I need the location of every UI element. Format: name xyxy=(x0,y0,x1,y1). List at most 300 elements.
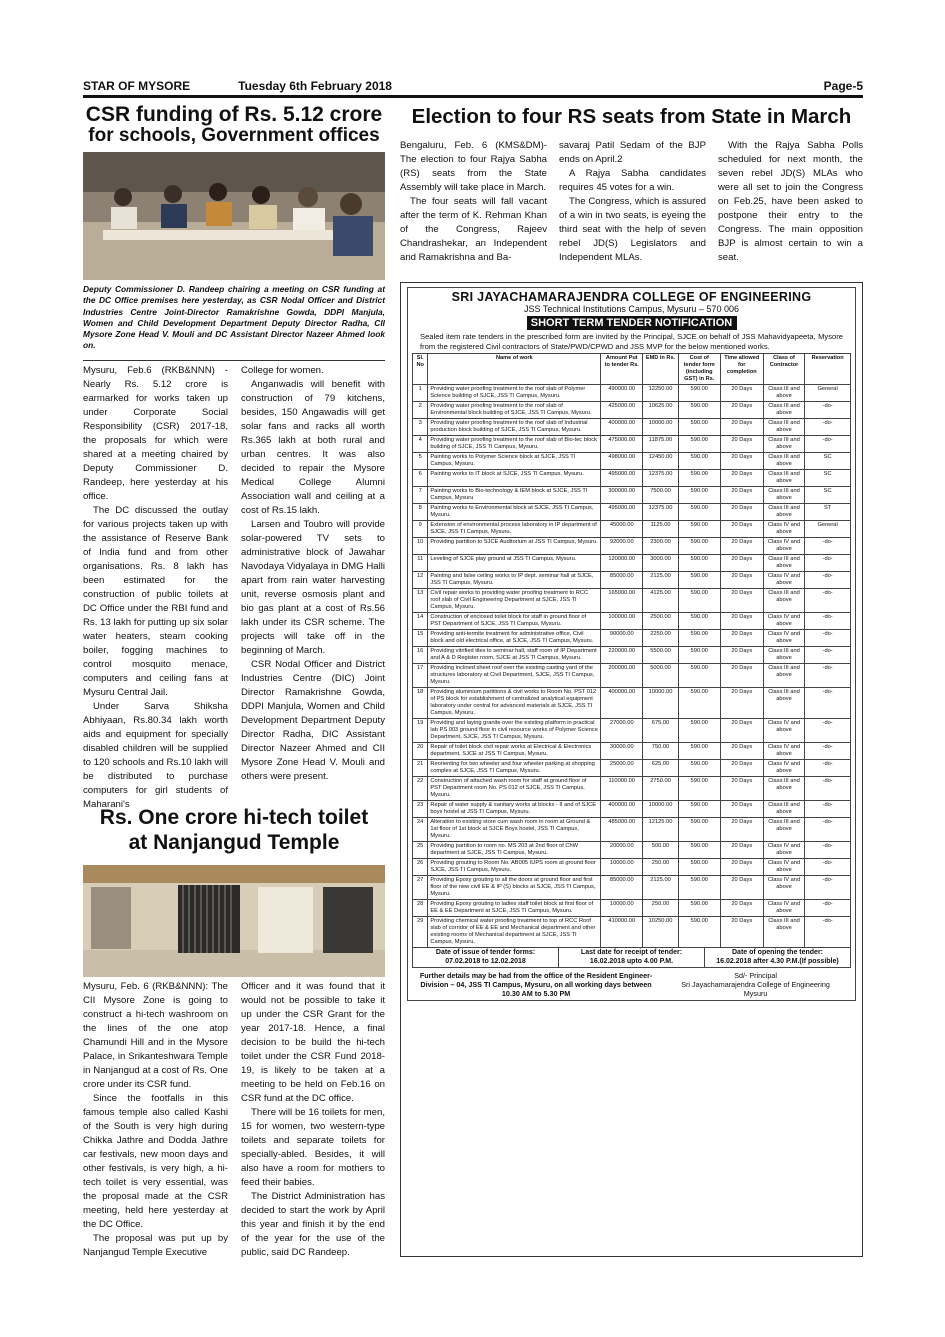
table-cell: -do- xyxy=(805,917,851,948)
election-para: A Rajya Sabha candidates requires 45 votes for a win. xyxy=(559,168,706,193)
toilet-para: Mysuru, Feb. 6 (RKB&NNN): The CII Mysore Zone is going to construct a hi-tech washroom on the lines of the one atop Chamundi Hill and in the Mysore Palace, in Srikanteshwara Temple in Nanjangud at a cost of Rs. One crore under its CSR fund. xyxy=(83,981,228,1090)
table-cell: -do- xyxy=(805,630,851,647)
table-cell: 490000.00 xyxy=(601,385,643,402)
toilet-column-1 xyxy=(83,980,228,1260)
opening-label: Date of opening the tender: xyxy=(732,949,823,956)
csr-headline-line1: CSR funding of Rs. 5.12 crore xyxy=(85,103,383,126)
table-cell: 10 xyxy=(413,538,428,555)
table-cell: 20 Days xyxy=(720,818,763,842)
table-row xyxy=(413,719,851,743)
table-cell: Class III and above xyxy=(763,555,804,572)
table-cell: Painting works to IT block at SJCE, JSS TI Campus, Mysuru. xyxy=(428,470,601,487)
table-row xyxy=(413,402,851,419)
table-cell: -do- xyxy=(805,664,851,688)
table-row xyxy=(413,572,851,589)
table-cell: 45000.00 xyxy=(601,521,643,538)
table-cell: 20 Days xyxy=(720,647,763,664)
table-cell: Class III and above xyxy=(763,419,804,436)
table-cell: Class III and above xyxy=(763,504,804,521)
table-cell: Providing water proofing treatment to the roof slab of Bio-tec block building of SJCE, JSS TI Campus, Mysuru. xyxy=(428,436,601,453)
table-cell: 20 Days xyxy=(720,419,763,436)
table-cell: -do- xyxy=(805,688,851,719)
tender-table-header xyxy=(413,354,851,385)
table-cell: 5500.00 xyxy=(643,647,678,664)
receipt-value: 16.02.2018 upto 4.00 P.M. xyxy=(589,957,674,965)
table-cell: 590.00 xyxy=(678,470,720,487)
table-cell: 20 xyxy=(413,743,428,760)
sign-college: Sri Jayachamarajendra College of Engineering xyxy=(681,980,830,989)
further-details: Further details may be had from the office of the Resident Engineer- Division – 04, JSS TI Campus, Mysuru, on all working days between 10.30 AM to 5.30 PM xyxy=(419,971,653,998)
table-cell: 10000.00 xyxy=(601,900,643,917)
table-cell: 4125.00 xyxy=(643,589,678,613)
table-cell: 495000.00 xyxy=(601,470,643,487)
table-cell: Painting and false ceiling works to IP dept. seminar hall at SJCE, JSS TI Campus, Mysuru. xyxy=(428,572,601,589)
table-cell: Class III and above xyxy=(763,453,804,470)
toilet-photo-illustration xyxy=(83,865,385,977)
table-cell: Class III and above xyxy=(763,818,804,842)
table-cell: 590.00 xyxy=(678,436,720,453)
table-cell: 675.00 xyxy=(643,719,678,743)
table-cell: 20 Days xyxy=(720,842,763,859)
table-cell: 590.00 xyxy=(678,801,720,818)
table-row xyxy=(413,589,851,613)
table-cell: Class III and above xyxy=(763,801,804,818)
table-cell: 20 Days xyxy=(720,589,763,613)
table-cell: Class IV and above xyxy=(763,876,804,900)
table-cell: 165000.00 xyxy=(601,589,643,613)
table-cell: -do- xyxy=(805,647,851,664)
table-cell: Class IV and above xyxy=(763,572,804,589)
tender-notice-title: SHORT TERM TENDER NOTIFICATION xyxy=(527,316,737,330)
election-para: Bengaluru, Feb. 6 (KMS&DM)- The election to four Rajya Sabha (RS) seats from the State Assembly will take place in March. xyxy=(400,140,547,193)
table-row xyxy=(413,900,851,917)
table-cell: 11875.00 xyxy=(643,436,678,453)
toilet-para: The proposal was put up by Nanjangud Temple Executive xyxy=(83,1233,228,1258)
table-cell: 20 Days xyxy=(720,453,763,470)
table-cell: 3 xyxy=(413,419,428,436)
paper-name: STAR OF MYSORE xyxy=(83,79,191,93)
table-cell: Class IV and above xyxy=(763,613,804,630)
table-cell: Reorienting for two wheeler and four wheeler parking at shopping complex at SJCE, JSS TI Campus, Mysuru. xyxy=(428,760,601,777)
csr-headline-line2: for schools, Government offices xyxy=(88,125,380,147)
table-cell: 20 Days xyxy=(720,538,763,555)
table-cell: 20 Days xyxy=(720,664,763,688)
table-cell: 120000.00 xyxy=(601,555,643,572)
table-cell: 19 xyxy=(413,719,428,743)
table-cell: 590.00 xyxy=(678,453,720,470)
table-cell: Repair of toilet block civil repair works at Electrical & Electronics department, SJCE at JSS TI Campus, Mysuru. xyxy=(428,743,601,760)
table-cell: -do- xyxy=(805,760,851,777)
table-cell: Painting works to Environmental block at SJCE, JSS TI Campus, Mysuru. xyxy=(428,504,601,521)
table-cell: 2 xyxy=(413,402,428,419)
toilet-para: Since the footfalls in this famous temple also called Kashi of the South is very high during Chikka Jathre and Dodda Jathre car festivals, new moon days and other festivals, is very high, a hi-tech toilet is very essential, was the proposal made at the CSR meeting, held here yesterday at the DC Office. xyxy=(83,1093,228,1230)
table-cell: 20 Days xyxy=(720,487,763,504)
table-row xyxy=(413,801,851,818)
table-cell: -do- xyxy=(805,419,851,436)
table-cell: 20 Days xyxy=(720,521,763,538)
table-cell: 30000.00 xyxy=(601,743,643,760)
table-cell: 20 Days xyxy=(720,402,763,419)
table-cell: 250.00 xyxy=(643,900,678,917)
table-cell: 590.00 xyxy=(678,719,720,743)
table-cell: 590.00 xyxy=(678,555,720,572)
table-cell: Providing Epoxy grouting to all the doors at ground floor and first floor of the new civil EE & IP (S) blocks at SJCE, JSS TI Campus, Mysuru. xyxy=(428,876,601,900)
table-cell: 13 xyxy=(413,589,428,613)
table-cell: 20000.00 xyxy=(601,842,643,859)
table-cell: Class III and above xyxy=(763,402,804,419)
table-cell: 12375.00 xyxy=(643,470,678,487)
table-cell: 425000.00 xyxy=(601,402,643,419)
table-cell: 590.00 xyxy=(678,743,720,760)
toilet-headline xyxy=(83,807,385,854)
table-cell: 20 Days xyxy=(720,743,763,760)
table-cell: 20 Days xyxy=(720,900,763,917)
tender-college-name: SRI JAYACHAMARAJENDRA COLLEGE OF ENGINEERING xyxy=(451,290,812,304)
table-cell: -do- xyxy=(805,876,851,900)
masthead-rule xyxy=(83,95,863,98)
tender-intro: Sealed item rate tenders in the prescribed form are invited by the Principal, SJCE on behalf of JSS Mahavidyapeeta, Mysore from the registered Civil contractors of State/PWD/CPWD and JSS MVP for the below mentioned works. xyxy=(420,332,843,351)
table-cell: 590.00 xyxy=(678,664,720,688)
table-cell: Class III and above xyxy=(763,647,804,664)
table-cell: 20 Days xyxy=(720,385,763,402)
table-cell: 17 xyxy=(413,664,428,688)
table-cell: 15 xyxy=(413,630,428,647)
table-cell: 20 Days xyxy=(720,555,763,572)
table-cell: 2125.00 xyxy=(643,876,678,900)
table-cell: Providing chemical water proofing treatment to top of RCC Roof slab of corridor of EE & EE and Mechanical department and other existing rooms of Mechanical department at SJCE, JSS TI Campus, Mysuru. xyxy=(428,917,601,948)
table-row xyxy=(413,453,851,470)
table-cell: Construction of attached wash room for staff at ground floor of PST Department room No. PS 012 of SJCE, JSS TI Campus, Mysuru. xyxy=(428,777,601,801)
tender-notice xyxy=(400,282,863,1257)
table-cell: 20 Days xyxy=(720,436,763,453)
table-cell: Providing grouting to Room No. AB005 IUPS room at ground floor SJCE, JSS TI Campus, Mysuru. xyxy=(428,859,601,876)
table-cell: Class III and above xyxy=(763,589,804,613)
table-cell: 400000.00 xyxy=(601,801,643,818)
csr-para: CSR Nodal Officer and District Industries Centre (DIC) Joint Director Ramakrishne Gowda, DDPI Manjula, Women and Child Development Department Deputy Director Radha, DIC Assistant Director Nazeer Ahmed and CII Mysore Zone Head V. Mouli and others were present. xyxy=(241,659,385,782)
table-cell: 2750.00 xyxy=(643,777,678,801)
table-cell: 5000.00 xyxy=(643,664,678,688)
table-cell: 27 xyxy=(413,876,428,900)
table-cell: Providing partition to SJCE Auditorium at JSS TI Campus, Mysuru. xyxy=(428,538,601,555)
table-cell: -do- xyxy=(805,572,851,589)
table-cell: Leveling of SJCE play ground at JSS TI Campus, Mysuru. xyxy=(428,555,601,572)
table-cell: -do- xyxy=(805,555,851,572)
table-cell: 250.00 xyxy=(643,859,678,876)
toilet-photo xyxy=(83,865,385,977)
issue-value: 07.02.2018 to 12.02.2018 xyxy=(445,957,526,965)
toilet-para: There will be 16 toilets for men, 15 for women, two western-type toilets and separate toilets for specially-abled. Besides, it will also have a room for mothers to feed their babies. xyxy=(241,1107,385,1188)
column-header: Class of Contractor xyxy=(763,354,804,385)
table-cell: Class III and above xyxy=(763,470,804,487)
table-cell: 29 xyxy=(413,917,428,948)
table-cell: Class III and above xyxy=(763,688,804,719)
table-cell: -do- xyxy=(805,900,851,917)
table-row xyxy=(413,917,851,948)
table-cell: 590.00 xyxy=(678,818,720,842)
column-header: Amount Put to tender Rs. xyxy=(601,354,643,385)
table-cell: Class III and above xyxy=(763,917,804,948)
table-row xyxy=(413,818,851,842)
election-para: The Congress, which is assured of a win in two seats, is eyeing the third seat with the help of seven rebel JD(S) Legislators and Independent MLAs. xyxy=(559,196,706,263)
opening-dates xyxy=(704,948,850,967)
table-cell: 3000.00 xyxy=(643,555,678,572)
table-cell: 110000.00 xyxy=(601,777,643,801)
table-cell: 10000.00 xyxy=(643,688,678,719)
table-row xyxy=(413,504,851,521)
toilet-para: Officer and it was found that it would not be possible to take it up under the CSR Grant for the year 2017-18. Hence, a final decision to be build the hi-tech toilet under the CSR Fund 2018-19, is likely to be taken at a meeting to be held on Feb.16 on CSR fund at the DC office. xyxy=(241,981,385,1104)
table-cell: 27000.00 xyxy=(601,719,643,743)
table-cell: -do- xyxy=(805,589,851,613)
table-cell: -do- xyxy=(805,842,851,859)
csr-headline xyxy=(83,104,385,146)
table-cell: 1 xyxy=(413,385,428,402)
table-cell: 85000.00 xyxy=(601,572,643,589)
table-cell: SC xyxy=(805,487,851,504)
table-cell: Class IV and above xyxy=(763,842,804,859)
table-cell: 500.00 xyxy=(643,842,678,859)
opening-value: 16.02.2018 after 4.30 P.M.(If possible) xyxy=(716,957,839,965)
table-cell: Class III and above xyxy=(763,436,804,453)
table-cell: SC xyxy=(805,470,851,487)
caption-divider xyxy=(83,360,385,361)
toilet-headline-line1: Rs. One crore hi-tech toilet xyxy=(99,806,369,829)
table-cell: Extension of environmental process laboratory in IP department of SJCE, JSS TI Campus, Mysuru. xyxy=(428,521,601,538)
table-row xyxy=(413,743,851,760)
table-cell: 20 Days xyxy=(720,760,763,777)
table-cell: 475000.00 xyxy=(601,436,643,453)
table-cell: Providing water proofing treatment to the roof slab of Environmental block building of SJCE, JSS TI Campus, Mysuru. xyxy=(428,402,601,419)
table-cell: 90000.00 xyxy=(601,630,643,647)
table-cell: 21 xyxy=(413,760,428,777)
election-column-2 xyxy=(559,139,706,265)
table-cell: Class IV and above xyxy=(763,743,804,760)
table-cell: 20 Days xyxy=(720,777,763,801)
table-row xyxy=(413,777,851,801)
toilet-para: The District Administration has decided to start the work by April this year and finish it by the end of the year for the use of the public, said DC Randeep. xyxy=(241,1191,385,1258)
table-cell: 590.00 xyxy=(678,419,720,436)
tender-dates xyxy=(412,948,851,968)
column-header: Time allowed for completion xyxy=(720,354,763,385)
csr-para: College for women. xyxy=(241,365,324,376)
table-cell: Class IV and above xyxy=(763,760,804,777)
table-cell: 590.00 xyxy=(678,876,720,900)
table-cell: 8 xyxy=(413,504,428,521)
table-row xyxy=(413,630,851,647)
table-cell: 20 Days xyxy=(720,470,763,487)
table-cell: Alteration to existing store cum wash room in room at Ground & 1st floor of 1st block at SJCE Boys hostel, JSS TI Campus, Mysuru. xyxy=(428,818,601,842)
table-cell: Repair of water supply & sanitary works at blocks - II and of SJCE boys hostel at JSS TI Campus, Mysuru. xyxy=(428,801,601,818)
table-row xyxy=(413,664,851,688)
table-cell: 20 Days xyxy=(720,917,763,948)
table-cell: 20 Days xyxy=(720,859,763,876)
table-cell: Providing inclined sheet roof over the existing casting yard of the structures laboratory at Civil Department, SJCE, JSS TI Campus, Mysuru. xyxy=(428,664,601,688)
table-cell: 10000.00 xyxy=(601,859,643,876)
table-cell: 400000.00 xyxy=(601,419,643,436)
receipt-label: Last date for receipt of tender: xyxy=(580,949,683,956)
table-cell: 590.00 xyxy=(678,538,720,555)
table-cell: Class IV and above xyxy=(763,859,804,876)
table-cell: 590.00 xyxy=(678,688,720,719)
table-cell: 590.00 xyxy=(678,613,720,630)
table-cell: 300000.00 xyxy=(601,487,643,504)
column-header: Sl. No xyxy=(413,354,428,385)
table-cell: 410000.00 xyxy=(601,917,643,948)
table-row xyxy=(413,859,851,876)
table-cell: 20 Days xyxy=(720,801,763,818)
column-header: Cost of tender form (including GST) in Rs. xyxy=(678,354,720,385)
table-cell: 10000.00 xyxy=(643,801,678,818)
toilet-column-2 xyxy=(241,980,385,1260)
table-row xyxy=(413,647,851,664)
table-row xyxy=(413,613,851,630)
table-cell: 590.00 xyxy=(678,385,720,402)
csr-column-2 xyxy=(241,364,385,784)
column-header: Reservation xyxy=(805,354,851,385)
table-row xyxy=(413,436,851,453)
table-cell: Providing Epoxy grouting to ladies staff toilet block at first floor of EE & EE Department at SJCE, JSS TI Campus, Mysuru. xyxy=(428,900,601,917)
election-para: With the Rajya Sabha Polls scheduled for next month, the seven rebel JD(S) MLAs who were all set to join the Congress on Feb.25, have been asked to postpone their entry to the Congress. The main opposition BJP is almost certain to win a seat. xyxy=(718,140,863,263)
receipt-dates xyxy=(558,948,704,967)
table-cell: 5 xyxy=(413,453,428,470)
table-cell: 20 Days xyxy=(720,688,763,719)
election-column-3 xyxy=(718,139,863,265)
table-cell: 18 xyxy=(413,688,428,719)
table-cell: 24 xyxy=(413,818,428,842)
table-cell: 20 Days xyxy=(720,504,763,521)
table-row xyxy=(413,487,851,504)
table-cell: 11 xyxy=(413,555,428,572)
table-cell: 20 Days xyxy=(720,719,763,743)
table-cell: Class III and above xyxy=(763,664,804,688)
table-cell: 590.00 xyxy=(678,900,720,917)
table-cell: 590.00 xyxy=(678,760,720,777)
table-cell: 16 xyxy=(413,647,428,664)
table-cell: Class III and above xyxy=(763,777,804,801)
table-row xyxy=(413,842,851,859)
table-cell: -do- xyxy=(805,818,851,842)
table-cell: Class III and above xyxy=(763,487,804,504)
table-cell: Providing and laying granite over the existing platform in practical lab PS 003 ground floor in civil resource works of Polymer Science Department, SJCE, JSS TI Campus, Mysuru. xyxy=(428,719,601,743)
table-cell: -do- xyxy=(805,743,851,760)
table-cell: 400000.00 xyxy=(601,688,643,719)
csr-photo-caption: Deputy Commissioner D. Randeep chairing a meeting on CSR funding at the DC Office premises here yesterday, as CSR Nodal Officer and District Industries Centre Joint-Director Ramakrishne Gowda, DDPI Manjula, Women and Child Development Department Deputy Director Radha, CII Mysore Zone Head V. Mouli and DC Assistant Director Nazeer Ahmed look on. xyxy=(83,284,385,351)
table-row xyxy=(413,760,851,777)
toilet-headline-line2: at Nanjangud Temple xyxy=(128,831,340,855)
tender-inner xyxy=(407,287,856,1001)
table-cell: 26 xyxy=(413,859,428,876)
table-cell: Providing anti-termite treatment for administrative office, Civil block and old electrical office, at SJCE, JSS TI Campus, Mysuru. xyxy=(428,630,601,647)
issue-label: Date of issue of tender forms: xyxy=(435,949,536,956)
table-cell: 625.00 xyxy=(643,760,678,777)
table-cell: 20 Days xyxy=(720,613,763,630)
table-cell: -do- xyxy=(805,801,851,818)
election-para: The four seats will fall vacant after the term of K. Rehman Khan of the Congress, Rajeev Chandrashekar, an Independent and Ramakrishna and Ba- xyxy=(400,196,547,263)
table-cell: 23 xyxy=(413,801,428,818)
table-row xyxy=(413,555,851,572)
table-cell: 10000.00 xyxy=(643,419,678,436)
table-cell: 590.00 xyxy=(678,589,720,613)
table-cell: SC xyxy=(805,453,851,470)
table-cell: 2300.00 xyxy=(643,538,678,555)
table-cell: Construction of enclosed toilet block for staff in ground floor of PST Department of SJCE, JSS TI Campus, Mysuru. xyxy=(428,613,601,630)
table-cell: Class III and above xyxy=(763,385,804,402)
table-cell: 10625.00 xyxy=(643,402,678,419)
table-cell: -do- xyxy=(805,538,851,555)
table-cell: 2250.00 xyxy=(643,630,678,647)
table-cell: 220000.00 xyxy=(601,647,643,664)
table-row xyxy=(413,419,851,436)
table-cell: Class IV and above xyxy=(763,900,804,917)
csr-para: Larsen and Toubro will provide solar-powered TV sets to administrative block of Jawahar Navodaya Vidyalaya in DMG Halli apart from rain water harvesting unit, reverse osmosis plant and bio gas plant at a cost of Rs.56 lakh under its CSR scheme. The projects will take off in the beginning of March. xyxy=(241,519,385,656)
table-cell: 590.00 xyxy=(678,917,720,948)
table-cell: -do- xyxy=(805,777,851,801)
table-row xyxy=(413,688,851,719)
table-cell: 12375.00 xyxy=(643,504,678,521)
table-cell: Painting works to Bio-technology & IEM block at SJCE, JSS TI Campus, Mysuru xyxy=(428,487,601,504)
issue-date: Tuesday 6th February 2018 xyxy=(238,79,392,93)
table-cell: -do- xyxy=(805,402,851,419)
table-cell: Civil repair works to providing water proofing treatment to RCC roof slab of Civil Engineering Department at SJCE, JSS TI Campus, Mysuru. xyxy=(428,589,601,613)
table-cell: 590.00 xyxy=(678,842,720,859)
table-cell: 590.00 xyxy=(678,647,720,664)
table-cell: 100000.00 xyxy=(601,613,643,630)
table-cell: 590.00 xyxy=(678,402,720,419)
table-cell: 12450.00 xyxy=(643,453,678,470)
masthead-bar xyxy=(83,76,863,96)
table-row xyxy=(413,538,851,555)
table-cell: 2125.00 xyxy=(643,572,678,589)
table-cell: General xyxy=(805,385,851,402)
tender-table-body xyxy=(413,385,851,948)
table-cell: 4 xyxy=(413,436,428,453)
table-cell: 14 xyxy=(413,613,428,630)
sign-city: Mysuru xyxy=(743,989,768,998)
table-cell: Providing water proofing treatment to the roof slab of Industrial production block building of SJCE, JSS TI Campus, Mysuru. xyxy=(428,419,601,436)
csr-para: The DC discussed the outlay for various projects taken up with the assistance of Reserve Bank of India fund and from other organisations. Rs. 8 lakh has been estimated for the construction of public toilets at DC Office under the RBI fund and Rs. 13 lakh for putting up six solar water heaters, steam cooking boiler, fogging machines to control mosquito menace, computers and ceiling fans at Mysuru Central Jail. xyxy=(83,505,228,698)
table-cell: 200000.00 xyxy=(601,664,643,688)
csr-column-1 xyxy=(83,364,228,812)
column-header: Name of work xyxy=(428,354,601,385)
meeting-photo-illustration xyxy=(83,152,385,280)
tender-table xyxy=(412,353,851,948)
table-cell: 590.00 xyxy=(678,859,720,876)
table-cell: 485000.00 xyxy=(601,818,643,842)
table-cell: 25000.00 xyxy=(601,760,643,777)
table-cell: 590.00 xyxy=(678,504,720,521)
table-cell: Class IV and above xyxy=(763,521,804,538)
csr-para: Mysuru, Feb.6 (RKB&NNN) - Nearly Rs. 5.12 crore is earmarked for works taken up under Corporate Social Responsibility (CSR) 2017-18, the proposals for which were shared at a meeting chaired by Deputy Commissioner D. Randeep, here yesterday at his office. xyxy=(83,365,228,502)
table-cell: 20 Days xyxy=(720,630,763,647)
table-cell: -do- xyxy=(805,436,851,453)
table-cell: Providing partition to room no. MS 203 at 2nd floor of ChW department at SJCE, JSS TI Campus, Mysuru. xyxy=(428,842,601,859)
table-row xyxy=(413,521,851,538)
table-row xyxy=(413,876,851,900)
csr-para: Under Sarva Shiksha Abhiyaan, Rs.80.34 lakh worth aids and equipment for specially disabled children will be supplied to 120 schools and Rs.10 lakh will be distributed to purchase computers for girl students of Maharani's xyxy=(83,701,228,810)
table-cell: 9 xyxy=(413,521,428,538)
table-cell: -do- xyxy=(805,859,851,876)
table-cell: 7500.00 xyxy=(643,487,678,504)
csr-para: Anganwadis will benefit with construction of 79 kitchens, besides, 150 Angawadis will get solar fans and racks all worth Rs.365 lakh at both rural and urban centres. It was also decided to repair the Mysore Medical College Alumni Association wall and ceiling at a cost of Rs.15 lakh. xyxy=(241,379,385,516)
table-cell: -do- xyxy=(805,719,851,743)
table-cell: 590.00 xyxy=(678,777,720,801)
page-number: Page-5 xyxy=(823,79,863,93)
table-cell: 12250.00 xyxy=(643,385,678,402)
table-cell: 28 xyxy=(413,900,428,917)
table-cell: Class IV and above xyxy=(763,719,804,743)
table-cell: ST xyxy=(805,504,851,521)
table-cell: 20 Days xyxy=(720,572,763,589)
table-cell: 7 xyxy=(413,487,428,504)
